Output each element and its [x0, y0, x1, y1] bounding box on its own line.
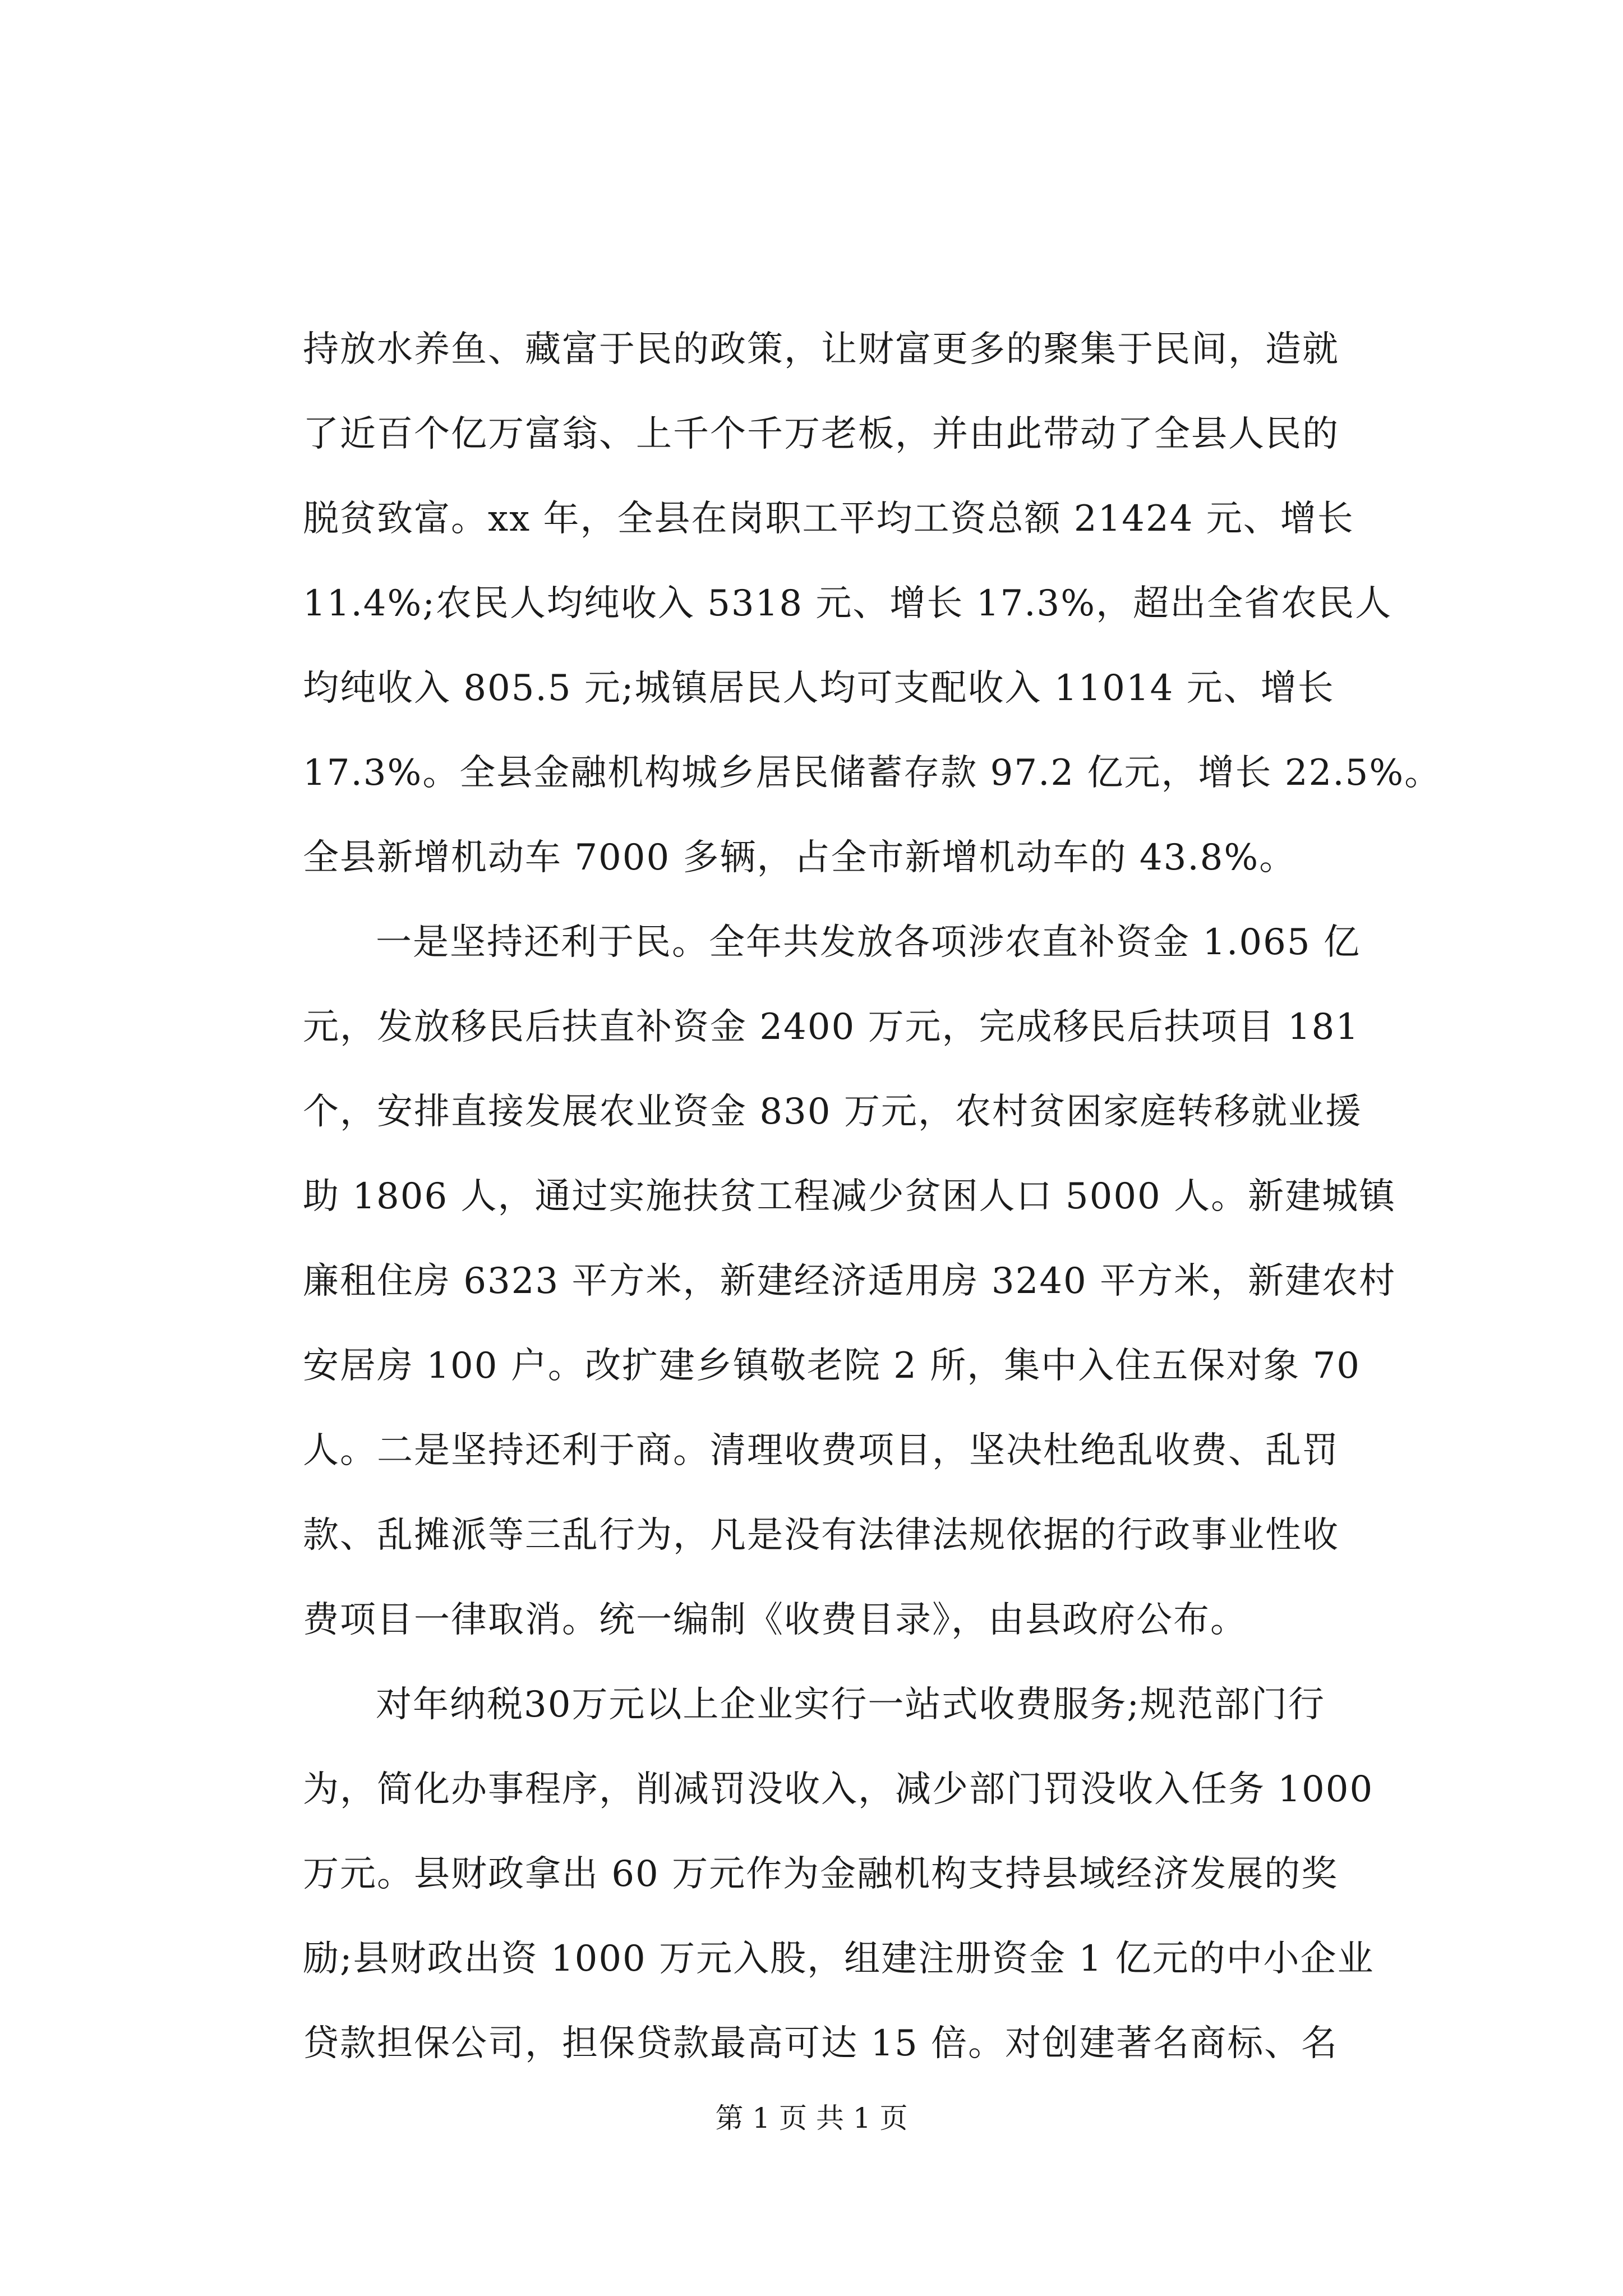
text-line: 全县新增机动车 7000 多辆，占全市新增机动车的 43.8%。 — [303, 837, 1297, 878]
text-line: 贷款担保公司，担保贷款最高可达 15 倍。对创建著名商标、名 — [303, 2023, 1339, 2064]
text-line: 对年纳税30万元以上企业实行一站式收费服务;规范部门行 — [376, 1684, 1325, 1726]
text-line: 人。二是坚持还利于商。清理收费项目，坚决杜绝乱收费、乱罚 — [303, 1430, 1339, 1471]
text-line: 个，安排直接发展农业资金 830 万元，农村贫困家庭转移就业援 — [303, 1091, 1362, 1133]
text-line: 了近百个亿万富翁、上千个千万老板，并由此带动了全县人民的 — [303, 413, 1339, 455]
document-body — [303, 307, 1442, 2086]
text-line: 款、乱摊派等三乱行为，凡是没有法律法规依据的行政事业性收 — [303, 1515, 1339, 1556]
text-line: 万元。县财政拿出 60 万元作为金融机构支持县域经济发展的奖 — [303, 1853, 1339, 1895]
text-line: 廉租住房 6323 平方米，新建经济适用房 3240 平方米，新建农村 — [303, 1260, 1396, 1302]
text-line: 一是坚持还利于民。全年共发放各项涉农直补资金 1.065 亿 — [376, 922, 1361, 963]
text-line: 11.4%;农民人均纯收入 5318 元、增长 17.3%，超出全省农民人 — [303, 583, 1393, 624]
text-line: 费项目一律取消。统一编制《收费目录》，由县政府公布。 — [303, 1599, 1247, 1641]
text-line: 脱贫致富。xx 年，全县在岗职工平均工资总额 21424 元、增长 — [303, 498, 1354, 540]
text-line: 励;县财政出资 1000 万元入股，组建注册资金 1 亿元的中小企业 — [303, 1938, 1375, 1980]
page-footer: 第 1 页 共 1 页 — [715, 2102, 908, 2134]
text-line: 元，发放移民后扶直补资金 2400 万元，完成移民后扶项目 181 — [303, 1006, 1360, 1048]
text-line: 为，简化办事程序，削减罚没收入，减少部门罚没收入任务 1000 — [303, 1769, 1374, 1810]
text-line: 安居房 100 户。改扩建乡镇敬老院 2 所，集中入住五保对象 70 — [303, 1345, 1361, 1387]
text-line: 17.3%。全县金融机构城乡居民储蓄存款 97.2 亿元，增长 22.5%。 — [303, 752, 1442, 794]
text-line: 持放水养鱼、藏富于民的政策，让财富更多的聚集于民间，造就 — [303, 329, 1339, 370]
text-line: 助 1806 人，通过实施扶贫工程减少贫困人口 5000 人。新建城镇 — [303, 1176, 1396, 1217]
text-line: 均纯收入 805.5 元;城镇居民人均可支配收入 11014 元、增长 — [303, 668, 1335, 709]
